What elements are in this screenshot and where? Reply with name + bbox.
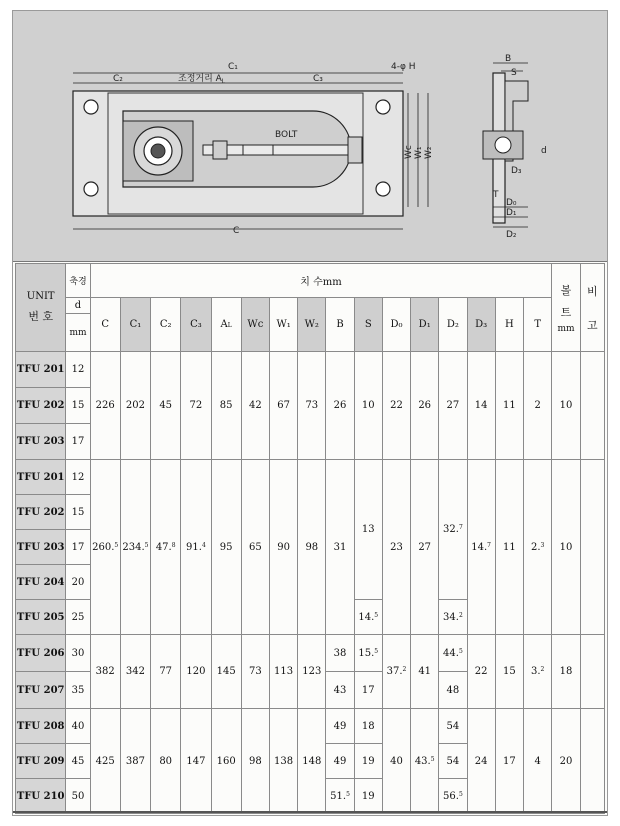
shaft-header: 축경 xyxy=(66,264,90,298)
col-Wc: Wc xyxy=(241,298,269,352)
dim-s-label: S xyxy=(511,68,517,78)
col-D0: D₀ xyxy=(382,298,410,352)
d-cell: 50 xyxy=(66,779,90,814)
col-S: S xyxy=(354,298,382,352)
unit-cell: TFU 210 xyxy=(16,779,66,814)
d-cell: 30 xyxy=(66,635,90,672)
value-cell: 145 xyxy=(211,635,241,709)
table-row xyxy=(16,635,605,672)
col-D1: D₁ xyxy=(411,298,439,352)
col-C1: C₁ xyxy=(120,298,150,352)
d-cell: 17 xyxy=(66,424,90,460)
value-cell: 27 xyxy=(439,352,467,460)
value-cell: 54 xyxy=(439,744,467,779)
bolt-cell: 18 xyxy=(552,635,580,709)
value-cell: 14.$^7$ xyxy=(467,460,495,635)
bolt-header: 볼 트 mm xyxy=(552,264,580,352)
shaft-bore xyxy=(151,144,165,158)
value-cell: 45 xyxy=(151,352,181,460)
col-C3: C₃ xyxy=(181,298,211,352)
value-cell: 44.$^5$ xyxy=(439,635,467,672)
corner-hole-tr xyxy=(376,100,390,114)
remark-cell xyxy=(580,709,604,814)
dim-b-label: B xyxy=(505,54,512,64)
unit-cell: TFU 202 xyxy=(16,495,66,530)
value-cell: 160 xyxy=(211,709,241,814)
value-cell: 47.$^8$ xyxy=(151,460,181,635)
value-cell: 17 xyxy=(354,672,382,709)
unit-cell: TFU 201 xyxy=(16,352,66,388)
unit-cell: TFU 201 xyxy=(16,460,66,495)
value-cell: 56.$^5$ xyxy=(439,779,467,814)
value-cell: 32.$^7$ xyxy=(439,460,467,600)
bolt-cell: 10 xyxy=(552,460,580,635)
dimension-table xyxy=(15,263,605,814)
value-cell: 98 xyxy=(241,709,269,814)
remark-cell xyxy=(580,352,604,460)
dim-d1-label: D₁ xyxy=(506,208,517,218)
value-cell: 19 xyxy=(354,779,382,814)
value-cell: 226 xyxy=(90,352,120,460)
col-B: B xyxy=(326,298,354,352)
value-cell: 11 xyxy=(495,460,523,635)
unit-cell: TFU 202 xyxy=(16,388,66,424)
value-cell: 26 xyxy=(411,352,439,460)
value-cell: 260.$^5$ xyxy=(90,460,120,635)
value-cell: 54 xyxy=(439,709,467,744)
d-cell: 45 xyxy=(66,744,90,779)
value-cell: 147 xyxy=(181,709,211,814)
dim-wc-label: Wc xyxy=(404,145,414,159)
dim-t-label: T xyxy=(493,190,499,200)
value-cell: 2.$^3$ xyxy=(523,460,551,635)
value-cell: 95 xyxy=(211,460,241,635)
dim-w2-label: W₂ xyxy=(424,146,434,159)
value-cell: 80 xyxy=(151,709,181,814)
mm-header: mm xyxy=(66,314,90,352)
value-cell: 138 xyxy=(269,709,297,814)
value-cell: 234.$^5$ xyxy=(120,460,150,635)
value-cell: 387 xyxy=(120,709,150,814)
dim-w1-label: W₁ xyxy=(414,146,424,159)
value-cell: 4 xyxy=(523,709,551,814)
value-cell: 22 xyxy=(467,635,495,709)
bolt-cell: 20 xyxy=(552,709,580,814)
bolt-cell: 10 xyxy=(552,352,580,460)
value-cell: 425 xyxy=(90,709,120,814)
spec-sheet xyxy=(12,10,608,816)
value-cell: 90 xyxy=(269,460,297,635)
value-cell: 85 xyxy=(211,352,241,460)
value-cell: 43 xyxy=(326,672,354,709)
bolt-head xyxy=(213,141,227,159)
value-cell: 73 xyxy=(298,352,326,460)
value-cell: 51.$^5$ xyxy=(326,779,354,814)
d-cell: 25 xyxy=(66,600,90,635)
bottom-rule xyxy=(13,811,607,813)
value-cell: 202 xyxy=(120,352,150,460)
value-cell: 24 xyxy=(467,709,495,814)
value-cell: 49 xyxy=(326,744,354,779)
remark-cell xyxy=(580,460,604,635)
col-W2: W₂ xyxy=(298,298,326,352)
value-cell: 65 xyxy=(241,460,269,635)
technical-drawing xyxy=(13,11,607,262)
value-cell: 42 xyxy=(241,352,269,460)
dim-d2-label: D₂ xyxy=(506,230,517,240)
d-cell: 15 xyxy=(66,388,90,424)
d-cell: 20 xyxy=(66,565,90,600)
value-cell: 15.$^5$ xyxy=(354,635,382,672)
value-cell: 26 xyxy=(326,352,354,460)
value-cell: 67 xyxy=(269,352,297,460)
d-header: d xyxy=(66,298,90,314)
table-row xyxy=(16,460,605,495)
unit-cell: TFU 204 xyxy=(16,565,66,600)
value-cell: 120 xyxy=(181,635,211,709)
remark-cell xyxy=(580,635,604,709)
d-cell: 12 xyxy=(66,460,90,495)
dim-d3-label: D₃ xyxy=(511,166,522,176)
table-row xyxy=(16,352,605,388)
col-C: C xyxy=(90,298,120,352)
value-cell: 40 xyxy=(382,709,410,814)
unit-cell: TFU 205 xyxy=(16,600,66,635)
value-cell: 77 xyxy=(151,635,181,709)
table-row xyxy=(16,709,605,744)
value-cell: 19 xyxy=(354,744,382,779)
col-C2: C₂ xyxy=(151,298,181,352)
value-cell: 17 xyxy=(495,709,523,814)
col-H: H xyxy=(495,298,523,352)
value-cell: 72 xyxy=(181,352,211,460)
value-cell: 98 xyxy=(298,460,326,635)
value-cell: 48 xyxy=(439,672,467,709)
value-cell: 23 xyxy=(382,460,410,635)
dim-d0-label: D₀ xyxy=(506,198,517,208)
corner-hole-bl xyxy=(84,182,98,196)
value-cell: 73 xyxy=(241,635,269,709)
value-cell: 3.$^2$ xyxy=(523,635,551,709)
value-cell: 13 xyxy=(354,460,382,600)
d-cell: 17 xyxy=(66,530,90,565)
dim-c2-label: C₂ xyxy=(113,74,123,84)
unit-header: UNIT 번 호 xyxy=(16,264,66,352)
dim-adjust-label: 조정거리 $A_L$ xyxy=(178,74,226,85)
col-W1: W₁ xyxy=(269,298,297,352)
col-D2: D₂ xyxy=(439,298,467,352)
value-cell: 18 xyxy=(354,709,382,744)
value-cell: 27 xyxy=(411,460,439,635)
value-cell: 38 xyxy=(326,635,354,672)
col-AL: AL xyxy=(211,298,241,352)
bolt-nut xyxy=(348,137,362,163)
holes-label: 4-φ H xyxy=(391,62,416,72)
dim-d-label: d xyxy=(541,146,547,156)
unit-cell: TFU 203 xyxy=(16,530,66,565)
value-cell: 41 xyxy=(411,635,439,709)
value-cell: 382 xyxy=(90,635,120,709)
unit-cell: TFU 206 xyxy=(16,635,66,672)
d-cell: 35 xyxy=(66,672,90,709)
value-cell: 148 xyxy=(298,709,326,814)
dim-c1-label: C₁ xyxy=(228,62,238,72)
value-cell: 43.$^5$ xyxy=(411,709,439,814)
dim-c3-label: C₃ xyxy=(313,74,323,84)
remark-header: 비 고 xyxy=(580,264,604,352)
value-cell: 14.$^5$ xyxy=(354,600,382,635)
value-cell: 14 xyxy=(467,352,495,460)
value-cell: 11 xyxy=(495,352,523,460)
value-cell: 22 xyxy=(382,352,410,460)
value-cell: 123 xyxy=(298,635,326,709)
unit-cell: TFU 209 xyxy=(16,744,66,779)
unit-cell: TFU 207 xyxy=(16,672,66,709)
value-cell: 2 xyxy=(523,352,551,460)
value-cell: 113 xyxy=(269,635,297,709)
corner-hole-tl xyxy=(84,100,98,114)
unit-cell: TFU 203 xyxy=(16,424,66,460)
value-cell: 34.$^2$ xyxy=(439,600,467,635)
bolt-label: BOLT xyxy=(275,130,298,140)
dim-c-label: C xyxy=(233,226,240,236)
value-cell: 37.$^2$ xyxy=(382,635,410,709)
d-cell: 12 xyxy=(66,352,90,388)
value-cell: 15 xyxy=(495,635,523,709)
unit-cell: TFU 208 xyxy=(16,709,66,744)
corner-hole-br xyxy=(376,182,390,196)
d-cell: 15 xyxy=(66,495,90,530)
col-T: T xyxy=(523,298,551,352)
value-cell: 10 xyxy=(354,352,382,460)
take-up-unit-drawing xyxy=(13,11,607,261)
value-cell: 31 xyxy=(326,460,354,635)
value-cell: 49 xyxy=(326,709,354,744)
col-D3: D₃ xyxy=(467,298,495,352)
value-cell: 342 xyxy=(120,635,150,709)
value-cell: 91.$^4$ xyxy=(181,460,211,635)
d-cell: 40 xyxy=(66,709,90,744)
dims-header: 치 수mm xyxy=(90,264,552,298)
